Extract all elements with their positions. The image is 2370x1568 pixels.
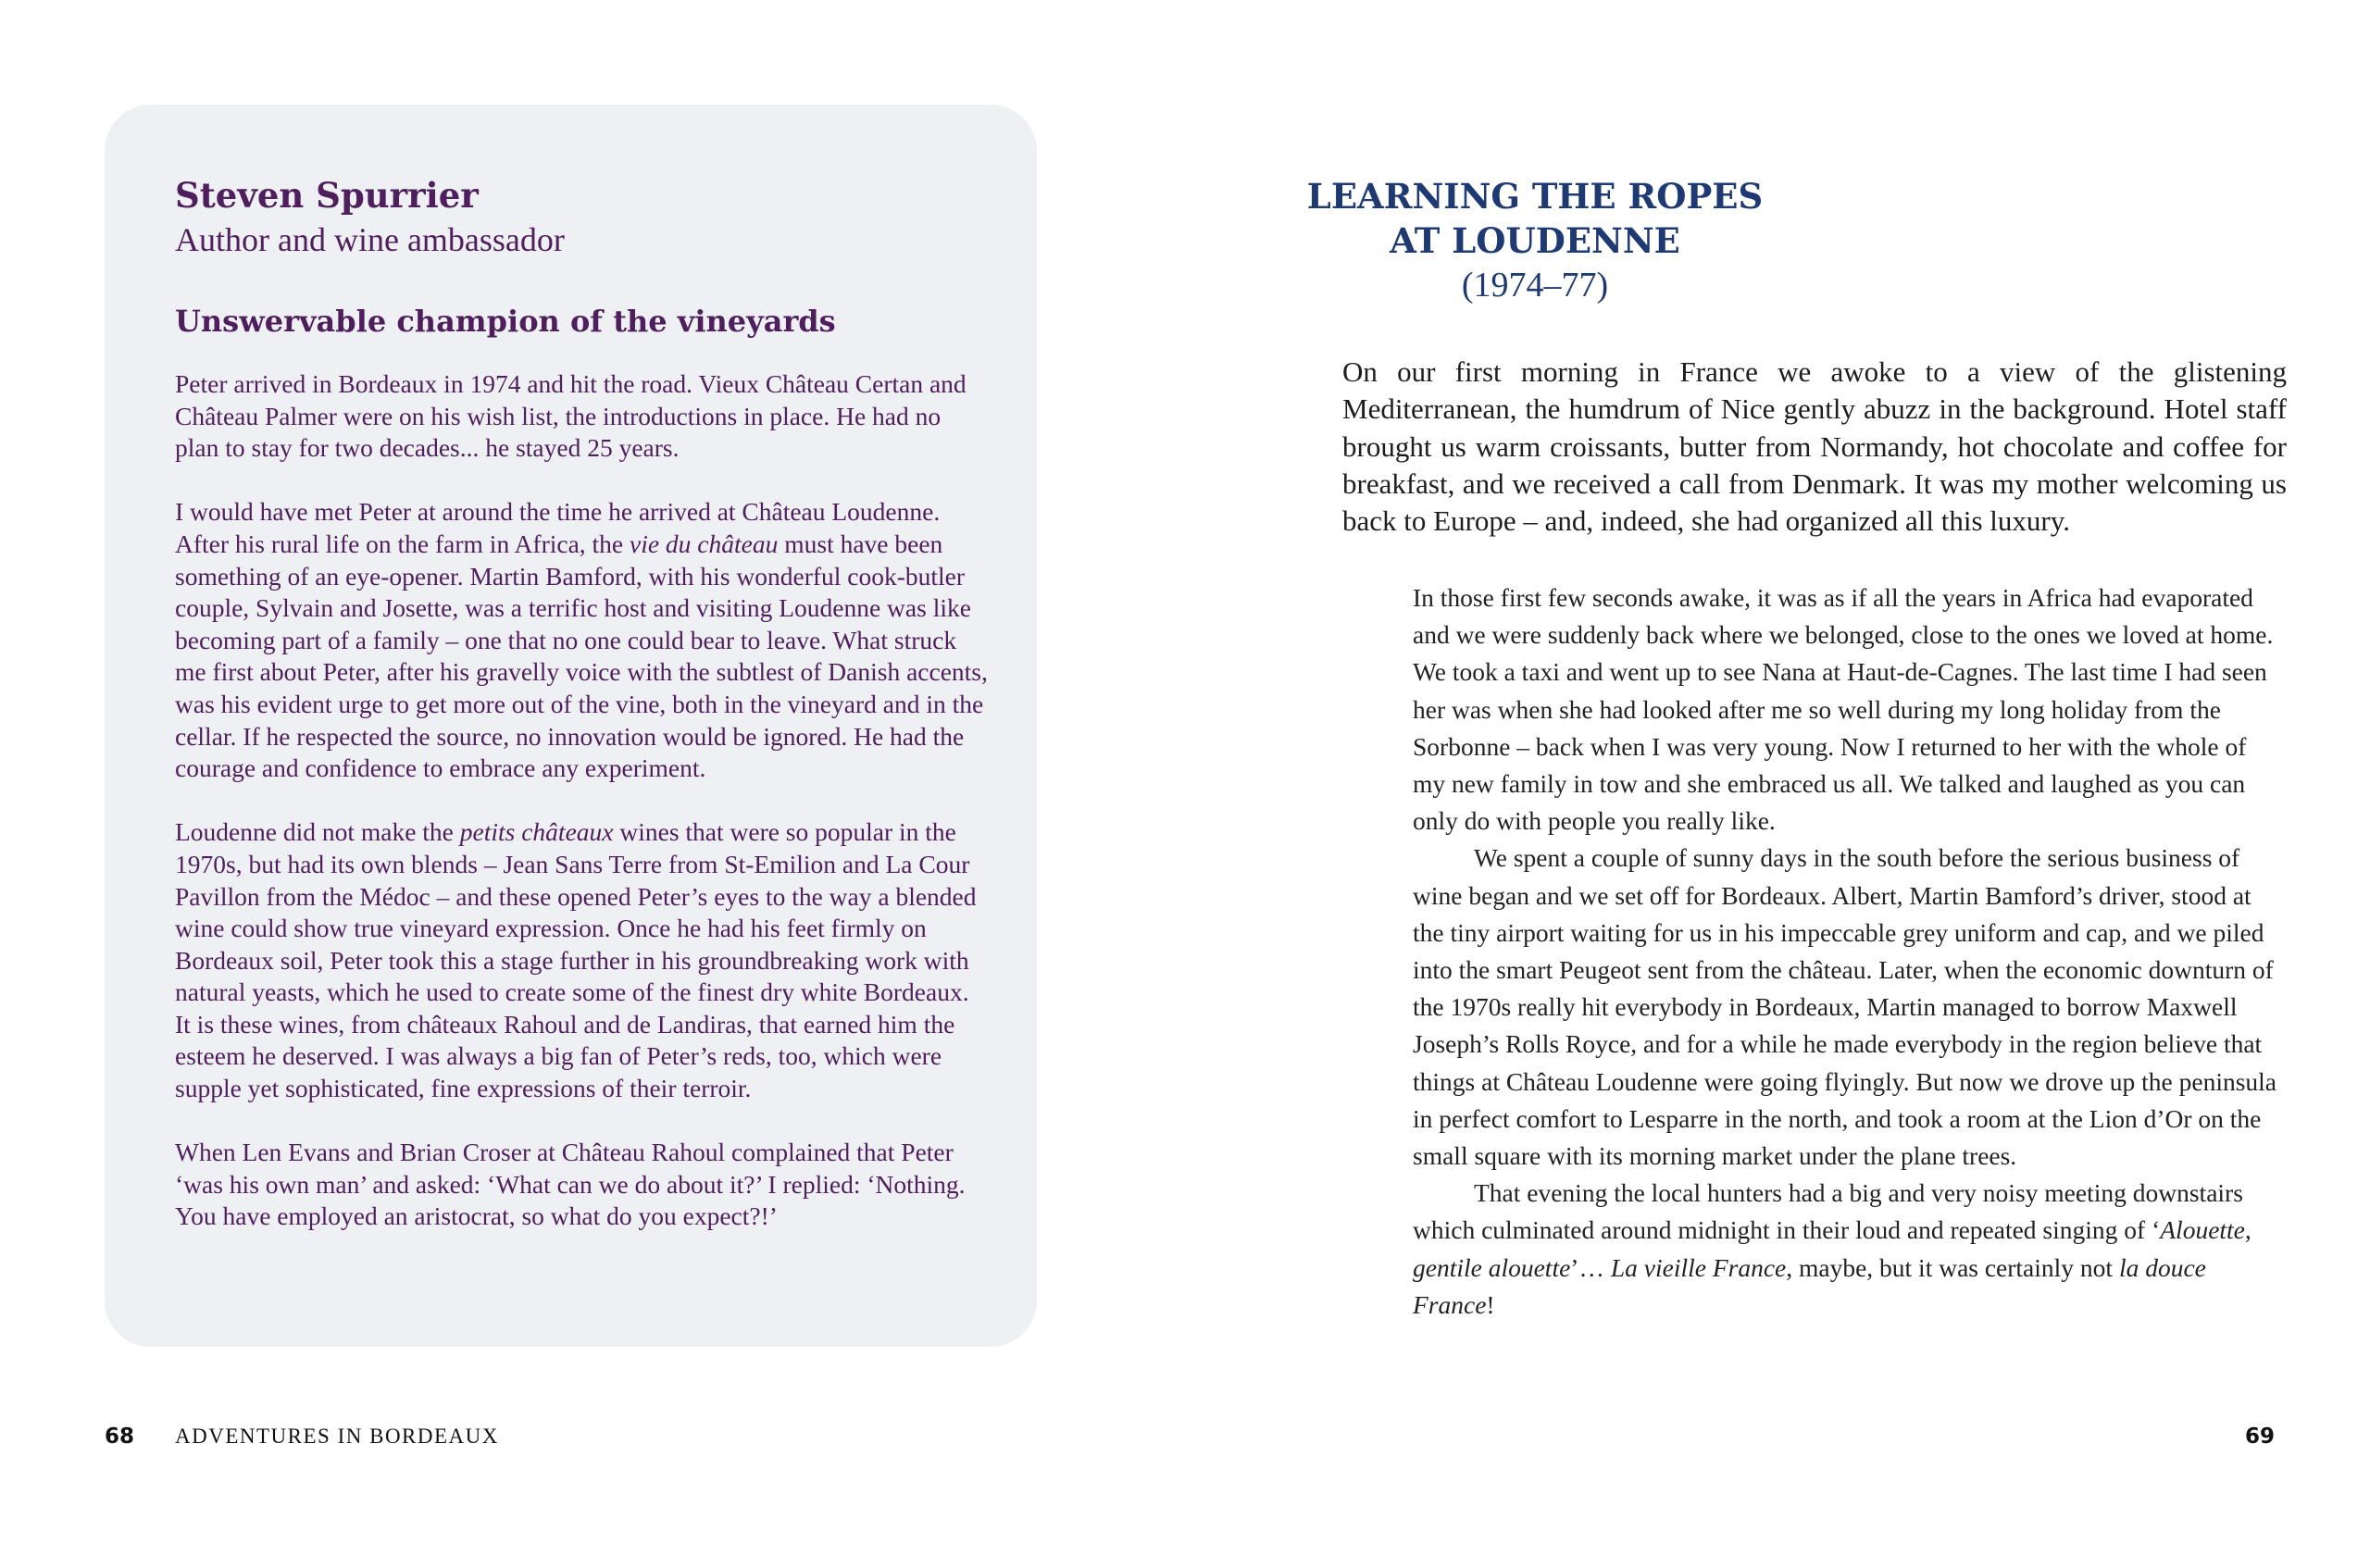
page-number-right: 69 <box>2245 1425 2276 1449</box>
chapter-title <box>1192 174 1877 263</box>
italic-phrase: Alouette, gentile alouette <box>1413 1215 2252 1282</box>
sidebar-paragraph: I would have met Peter at around the time he arrived at Château Loudenne. After his rural life on the farm in Africa, the vie du château must have been something of an eye-opener. Martin Bamford, with his wonderful cook-butler couple, Sylvain and Josette, was a terrific host and visiting Loudenne was like becoming part of a family – one that no one could bear to leave. What struck me first about Peter, after his gravelly voice with the subtlest of Danish accents, was his evident urge to get more out of the vine, both in the vineyard and in the cellar. If he respected the source, no innovation would be ignored. He had the courage and confidence to embrace any experiment. <box>175 497 988 783</box>
page-number-left: 68 <box>105 1425 135 1449</box>
sidebar-paragraph: Peter arrived in Bordeaux in 1974 and hit the road. Vieux Château Certan and Château Palmer were on his wish list, the introductions in place. He had no plan to stay for two decades... he stayed 25 years. <box>175 369 967 463</box>
quote-paragraph: That evening the local hunters had a big and very noisy meeting downstairs which culminated around midnight in their loud and repeated singing of ‘Alouette, gentile alouette’… La vieille France, maybe, but it was certainly not la douce France! <box>1413 1178 2252 1319</box>
contributor-role: Author and wine ambassador <box>175 221 565 258</box>
italic-phrase: la douce France <box>1413 1252 2206 1319</box>
quote-paragraph: In those first few seconds awake, it was as if all the years in Africa had evaporated and we were suddenly back where we belonged, close to the ones we loved at home. We took a taxi and went up to see Nana at Haut-de-Cagnes. The last time I had seen her was when she had looked after me so well during my long holiday from the Sorbonne – back when I was very young. Now I returned to her with the whole of my new family in tow and she embraced us all. We talked and laughed as you can only do with people you really like. <box>1413 583 2274 836</box>
running-head: ADVENTURES IN BORDEAUX <box>175 1425 499 1448</box>
italic-phrase: petits châteaux <box>459 817 614 847</box>
sidebar-subheading: Unswervable champion of the vineyards <box>175 304 836 339</box>
italic-phrase: vie du château <box>630 529 779 558</box>
italic-phrase: La vieille France <box>1610 1252 1787 1282</box>
sidebar-body <box>175 368 990 1265</box>
contributor-name: Steven Spurrier <box>175 175 479 216</box>
sidebar-paragraph: When Len Evans and Brian Croser at Château Rahoul complained that Peter ‘was his own man’ and asked: ‘What can we do about it?’ I replied: ‘Nothing. You have employed an aristocrat, so what do you expect?!’ <box>175 1138 966 1231</box>
chapter-years: (1974–77) <box>1461 266 1609 305</box>
chapter-title-line: LEARNING THE ROPES <box>1306 176 1764 217</box>
intro-paragraph: On our first morning in France we awoke to a view of the glistening Mediterranean, the humdrum of Nice gently abuzz in the background. Hotel staff brought us warm croissants, butter from Normandy, hot chocolate and coffee for breakfast, and we received a call from Denmark. It was my mother welcoming us back to Europe – and, indeed, she had organized all this luxury. <box>1342 355 2287 538</box>
chapter-title-line: AT LOUDENNE <box>1390 220 1680 261</box>
block-quote <box>1413 579 2278 1324</box>
sidebar-paragraph: Loudenne did not make the petits châteaux wines that were so popular in the 1970s, but had its own blends – Jean Sans Terre from St-Emilion and La Cour Pavillon from the Médoc – and these opened Peter’s eyes to the way a blended wine could show true vineyard expression. Once he had his feet firmly on Bordeaux soil, Peter took this a stage further in his groundbreaking work with natural yeasts, which he used to create some of the finest dry white Bordeaux. It is these wines, from châteaux Rahoul and de Landiras, that earned him the esteem he deserved. I was always a big fan of Peter’s reds, too, which were supple yet sophisticated, fine expressions of their terroir. <box>175 817 977 1103</box>
quote-paragraph: We spent a couple of sunny days in the south before the serious business of wine began and we set off for Bordeaux. Albert, Martin Bamford’s driver, stood at the tiny airport waiting for us in his impeccable grey uniform and cap, and we piled into the smart Peugeot sent from the château. Later, when the economic downturn of the 1970s really hit everybody in Bordeaux, Martin managed to borrow Maxwell Joseph’s Rolls Royce, and for a while he made everybody in the region believe that things at Château Loudenne were going flyingly. But now we drove up the peninsula in perfect comfort to Lesparre in the north, and took a room at the Lion d’Or on the small square with its morning market under the plane trees. <box>1413 843 2277 1171</box>
